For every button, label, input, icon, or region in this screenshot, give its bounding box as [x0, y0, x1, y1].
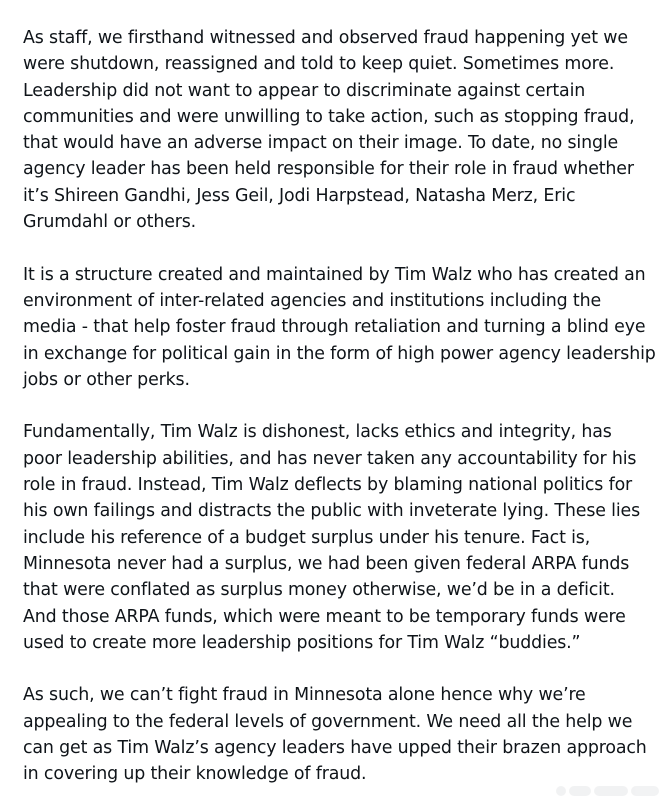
text-line: Leadership did not want to appear to discriminate against certain	[23, 80, 586, 101]
text-line: It is a structure created and maintained by Tim Walz who has created an	[23, 264, 646, 285]
text-line: communities and were unwilling to take action, such as stopping fraud,	[23, 106, 635, 127]
paragraph-3	[23, 419, 653, 656]
text-line: that were conflated as surplus money otherwise, we’d be in a deficit.	[23, 580, 615, 601]
watermark-logo	[509, 783, 659, 799]
text-line: his own failings and distracts the public with inveterate lying. These lies	[23, 501, 640, 522]
text-line: Minnesota never had a surplus, we had been given federal ARPA funds	[23, 553, 630, 574]
text-line: in exchange for political gain in the form of high power agency leadership	[23, 343, 656, 364]
text-line: media - that help foster fraud through retaliation and turning a blind eye	[23, 317, 646, 338]
text-line: agency leader has been held responsible for their role in fraud whether	[23, 159, 634, 180]
text-line: poor leadership abilities, and has never taken any accountability for his	[23, 448, 637, 469]
text-line: jobs or other perks.	[23, 369, 190, 390]
paragraph-4	[23, 682, 653, 787]
text-line: environment of inter-related agencies and institutions including the	[23, 290, 602, 311]
text-line: it’s Shireen Gandhi, Jess Geil, Jodi Harpstead, Natasha Merz, Eric	[23, 185, 576, 206]
text-line: As such, we can’t fight fraud in Minnesota alone hence why we’re	[23, 685, 586, 706]
watermark-glyph	[556, 786, 566, 796]
watermark-glyph	[569, 786, 591, 796]
text-line: And those ARPA funds, which were meant to be temporary funds were	[23, 606, 626, 627]
text-line: used to create more leadership positions for Tim Walz “buddies.”	[23, 632, 581, 653]
text-line: role in fraud. Instead, Tim Walz deflects by blaming national politics for	[23, 475, 633, 496]
post-text-body	[23, 25, 656, 788]
watermark-glyph	[594, 786, 628, 796]
text-line: include his reference of a budget surplus under his tenure. Fact is,	[23, 527, 591, 548]
text-line: that would have an adverse impact on their image. To date, no single	[23, 133, 619, 154]
text-line: in covering up their knowledge of fraud.	[23, 764, 367, 785]
paragraph-2	[23, 262, 656, 393]
text-line: appealing to the federal levels of government. We need all the help we	[23, 711, 633, 732]
paragraph-1	[23, 25, 653, 235]
watermark-glyph	[631, 786, 659, 796]
text-line: Grumdahl or others.	[23, 212, 197, 233]
text-line: were shutdown, reassigned and told to keep quiet. Sometimes more.	[23, 54, 615, 75]
text-line: As staff, we firsthand witnessed and observed fraud happening yet we	[23, 28, 628, 48]
text-line: can get as Tim Walz’s agency leaders have upped their brazen approach	[23, 738, 647, 759]
text-line: Fundamentally, Tim Walz is dishonest, lacks ethics and integrity, has	[23, 422, 612, 443]
